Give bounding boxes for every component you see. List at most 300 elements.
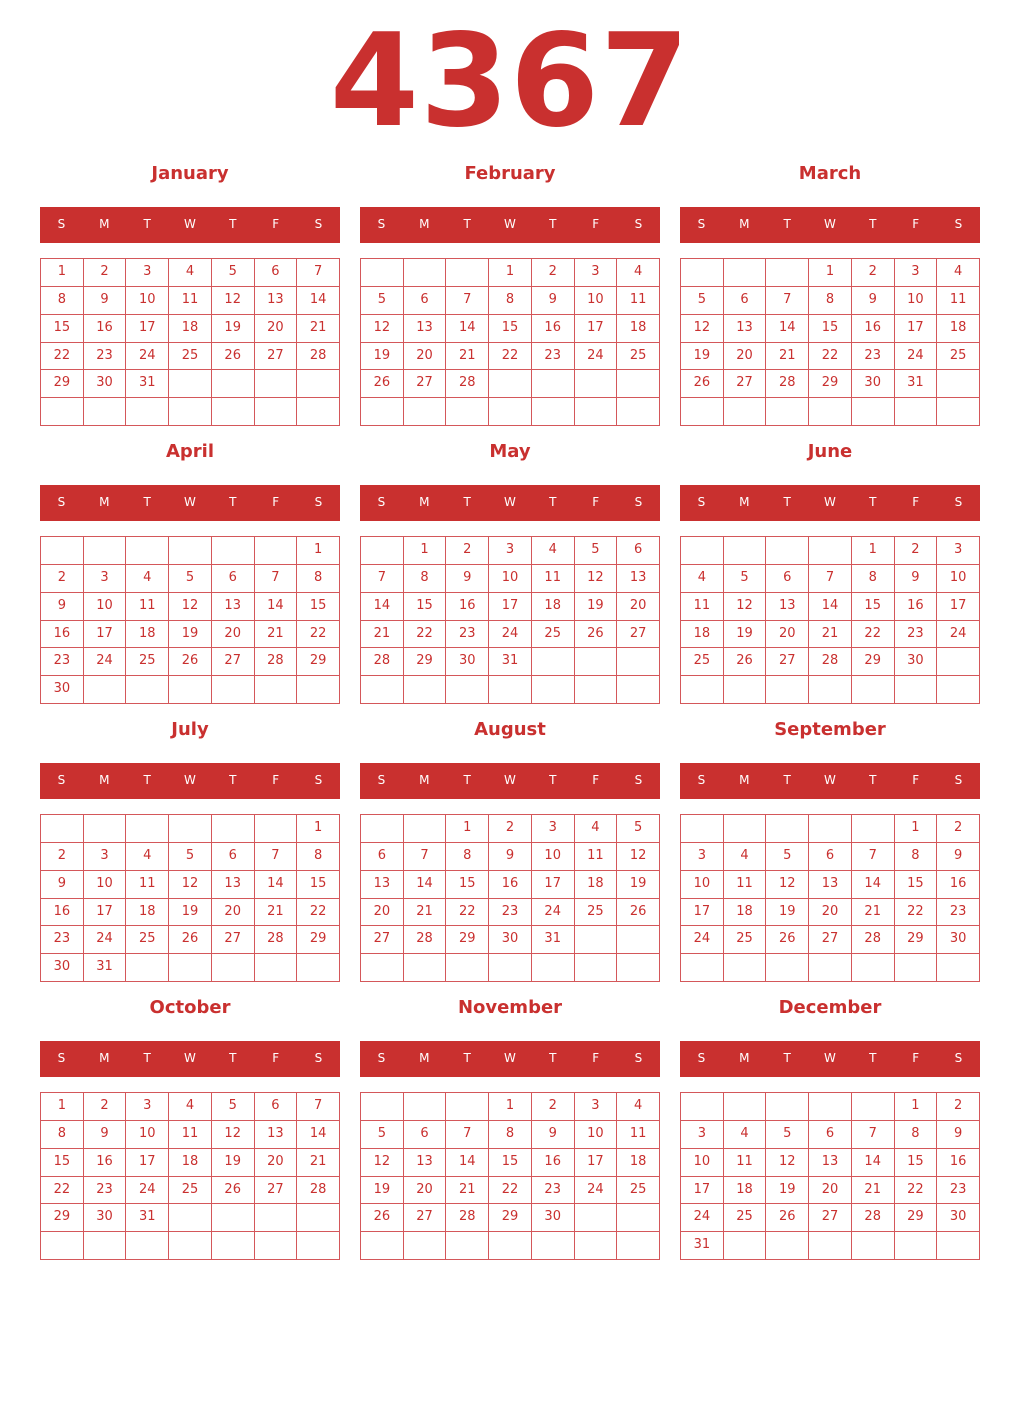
day-cell[interactable]: 5 — [212, 259, 255, 287]
day-cell[interactable]: 24 — [575, 1177, 618, 1205]
day-cell[interactable]: 13 — [809, 1149, 852, 1177]
day-cell[interactable]: 4 — [532, 537, 575, 565]
day-cell[interactable]: 17 — [937, 593, 980, 621]
day-cell[interactable]: 4 — [724, 843, 767, 871]
day-cell[interactable]: 28 — [852, 926, 895, 954]
day-cell[interactable]: 21 — [852, 899, 895, 927]
day-cell[interactable]: 15 — [41, 1149, 84, 1177]
day-cell[interactable]: 27 — [809, 1204, 852, 1232]
day-cell[interactable]: 17 — [532, 871, 575, 899]
day-cell[interactable]: 6 — [255, 1093, 298, 1121]
day-cell[interactable]: 20 — [212, 621, 255, 649]
day-cell[interactable]: 11 — [126, 593, 169, 621]
day-cell[interactable]: 11 — [724, 1149, 767, 1177]
day-cell[interactable]: 28 — [361, 648, 404, 676]
day-cell[interactable]: 21 — [297, 1149, 340, 1177]
day-cell[interactable]: 5 — [575, 537, 618, 565]
day-cell[interactable]: 17 — [575, 1149, 618, 1177]
day-cell[interactable]: 10 — [532, 843, 575, 871]
day-cell[interactable]: 18 — [126, 899, 169, 927]
day-cell[interactable]: 13 — [255, 287, 298, 315]
day-cell[interactable]: 16 — [84, 1149, 127, 1177]
day-cell[interactable]: 12 — [617, 843, 660, 871]
day-cell[interactable]: 21 — [446, 343, 489, 371]
day-cell[interactable]: 30 — [937, 1204, 980, 1232]
day-cell[interactable]: 24 — [532, 899, 575, 927]
day-cell[interactable]: 19 — [766, 899, 809, 927]
day-cell[interactable]: 26 — [212, 343, 255, 371]
day-cell[interactable]: 30 — [41, 676, 84, 704]
day-cell[interactable]: 1 — [297, 815, 340, 843]
day-cell[interactable]: 16 — [852, 315, 895, 343]
day-cell[interactable]: 13 — [766, 593, 809, 621]
day-cell[interactable]: 21 — [297, 315, 340, 343]
day-cell[interactable]: 13 — [212, 871, 255, 899]
day-cell[interactable]: 9 — [489, 843, 532, 871]
day-cell[interactable]: 18 — [937, 315, 980, 343]
day-cell[interactable]: 1 — [41, 259, 84, 287]
day-cell[interactable]: 3 — [489, 537, 532, 565]
day-cell[interactable]: 7 — [361, 565, 404, 593]
day-cell[interactable]: 6 — [361, 843, 404, 871]
day-cell[interactable]: 16 — [41, 621, 84, 649]
day-cell[interactable]: 11 — [617, 1121, 660, 1149]
day-cell[interactable]: 18 — [724, 899, 767, 927]
day-cell[interactable]: 8 — [852, 565, 895, 593]
day-cell[interactable]: 20 — [617, 593, 660, 621]
day-cell[interactable]: 5 — [169, 565, 212, 593]
day-cell[interactable]: 4 — [169, 259, 212, 287]
day-cell[interactable]: 9 — [937, 843, 980, 871]
day-cell[interactable]: 12 — [575, 565, 618, 593]
day-cell[interactable]: 19 — [212, 315, 255, 343]
day-cell[interactable]: 27 — [404, 370, 447, 398]
day-cell[interactable]: 24 — [126, 1177, 169, 1205]
day-cell[interactable]: 25 — [169, 1177, 212, 1205]
day-cell[interactable]: 3 — [575, 1093, 618, 1121]
day-cell[interactable]: 4 — [575, 815, 618, 843]
day-cell[interactable]: 17 — [489, 593, 532, 621]
day-cell[interactable]: 29 — [41, 1204, 84, 1232]
day-cell[interactable]: 29 — [809, 370, 852, 398]
day-cell[interactable]: 26 — [169, 648, 212, 676]
day-cell[interactable]: 23 — [895, 621, 938, 649]
day-cell[interactable]: 11 — [575, 843, 618, 871]
day-cell[interactable]: 12 — [361, 315, 404, 343]
day-cell[interactable]: 3 — [532, 815, 575, 843]
day-cell[interactable]: 7 — [446, 1121, 489, 1149]
day-cell[interactable]: 13 — [809, 871, 852, 899]
day-cell[interactable]: 8 — [297, 843, 340, 871]
day-cell[interactable]: 21 — [446, 1177, 489, 1205]
day-cell[interactable]: 15 — [297, 871, 340, 899]
day-cell[interactable]: 11 — [617, 287, 660, 315]
day-cell[interactable]: 21 — [255, 621, 298, 649]
day-cell[interactable]: 3 — [681, 843, 724, 871]
day-cell[interactable]: 24 — [681, 926, 724, 954]
day-cell[interactable]: 24 — [895, 343, 938, 371]
day-cell[interactable]: 10 — [126, 1121, 169, 1149]
day-cell[interactable]: 29 — [297, 926, 340, 954]
day-cell[interactable]: 30 — [532, 1204, 575, 1232]
day-cell[interactable]: 31 — [489, 648, 532, 676]
day-cell[interactable]: 31 — [532, 926, 575, 954]
day-cell[interactable]: 20 — [766, 621, 809, 649]
day-cell[interactable]: 28 — [297, 343, 340, 371]
day-cell[interactable]: 15 — [895, 1149, 938, 1177]
day-cell[interactable]: 13 — [404, 1149, 447, 1177]
day-cell[interactable]: 2 — [41, 565, 84, 593]
day-cell[interactable]: 16 — [895, 593, 938, 621]
day-cell[interactable]: 26 — [361, 370, 404, 398]
day-cell[interactable]: 30 — [937, 926, 980, 954]
day-cell[interactable]: 11 — [681, 593, 724, 621]
day-cell[interactable]: 5 — [169, 843, 212, 871]
day-cell[interactable]: 22 — [446, 899, 489, 927]
day-cell[interactable]: 26 — [575, 621, 618, 649]
day-cell[interactable]: 19 — [361, 343, 404, 371]
day-cell[interactable]: 25 — [724, 1204, 767, 1232]
day-cell[interactable]: 21 — [404, 899, 447, 927]
day-cell[interactable]: 26 — [617, 899, 660, 927]
day-cell[interactable]: 4 — [681, 565, 724, 593]
day-cell[interactable]: 26 — [169, 926, 212, 954]
day-cell[interactable]: 9 — [532, 287, 575, 315]
day-cell[interactable]: 5 — [766, 1121, 809, 1149]
day-cell[interactable]: 18 — [126, 621, 169, 649]
day-cell[interactable]: 20 — [724, 343, 767, 371]
day-cell[interactable]: 1 — [297, 537, 340, 565]
day-cell[interactable]: 14 — [297, 1121, 340, 1149]
day-cell[interactable]: 21 — [361, 621, 404, 649]
day-cell[interactable]: 24 — [575, 343, 618, 371]
day-cell[interactable]: 31 — [681, 1232, 724, 1260]
day-cell[interactable]: 18 — [169, 315, 212, 343]
day-cell[interactable]: 7 — [809, 565, 852, 593]
day-cell[interactable]: 24 — [937, 621, 980, 649]
day-cell[interactable]: 27 — [617, 621, 660, 649]
day-cell[interactable]: 17 — [895, 315, 938, 343]
day-cell[interactable]: 16 — [937, 871, 980, 899]
day-cell[interactable]: 22 — [41, 1177, 84, 1205]
day-cell[interactable]: 15 — [489, 1149, 532, 1177]
day-cell[interactable]: 2 — [937, 1093, 980, 1121]
day-cell[interactable]: 13 — [361, 871, 404, 899]
day-cell[interactable]: 21 — [766, 343, 809, 371]
day-cell[interactable]: 4 — [126, 843, 169, 871]
day-cell[interactable]: 5 — [681, 287, 724, 315]
day-cell[interactable]: 10 — [575, 1121, 618, 1149]
day-cell[interactable]: 7 — [255, 843, 298, 871]
day-cell[interactable]: 6 — [617, 537, 660, 565]
day-cell[interactable]: 18 — [617, 315, 660, 343]
day-cell[interactable]: 22 — [489, 1177, 532, 1205]
day-cell[interactable]: 20 — [404, 1177, 447, 1205]
day-cell[interactable]: 22 — [297, 899, 340, 927]
day-cell[interactable]: 16 — [532, 315, 575, 343]
day-cell[interactable]: 14 — [446, 1149, 489, 1177]
day-cell[interactable]: 18 — [532, 593, 575, 621]
day-cell[interactable]: 8 — [404, 565, 447, 593]
day-cell[interactable]: 6 — [255, 259, 298, 287]
day-cell[interactable]: 23 — [532, 343, 575, 371]
day-cell[interactable]: 30 — [446, 648, 489, 676]
day-cell[interactable]: 15 — [809, 315, 852, 343]
day-cell[interactable]: 26 — [361, 1204, 404, 1232]
day-cell[interactable]: 23 — [489, 899, 532, 927]
day-cell[interactable]: 1 — [489, 1093, 532, 1121]
day-cell[interactable]: 7 — [404, 843, 447, 871]
day-cell[interactable]: 16 — [532, 1149, 575, 1177]
day-cell[interactable]: 13 — [255, 1121, 298, 1149]
day-cell[interactable]: 10 — [489, 565, 532, 593]
day-cell[interactable]: 15 — [404, 593, 447, 621]
day-cell[interactable]: 6 — [766, 565, 809, 593]
day-cell[interactable]: 20 — [404, 343, 447, 371]
day-cell[interactable]: 12 — [212, 1121, 255, 1149]
day-cell[interactable]: 28 — [766, 370, 809, 398]
day-cell[interactable]: 6 — [404, 1121, 447, 1149]
day-cell[interactable]: 27 — [212, 648, 255, 676]
day-cell[interactable]: 1 — [895, 815, 938, 843]
day-cell[interactable]: 24 — [489, 621, 532, 649]
day-cell[interactable]: 1 — [41, 1093, 84, 1121]
day-cell[interactable]: 30 — [41, 954, 84, 982]
day-cell[interactable]: 28 — [297, 1177, 340, 1205]
day-cell[interactable]: 21 — [255, 899, 298, 927]
day-cell[interactable]: 12 — [724, 593, 767, 621]
day-cell[interactable]: 30 — [852, 370, 895, 398]
day-cell[interactable]: 30 — [895, 648, 938, 676]
day-cell[interactable]: 28 — [446, 370, 489, 398]
day-cell[interactable]: 3 — [126, 259, 169, 287]
day-cell[interactable]: 6 — [404, 287, 447, 315]
day-cell[interactable]: 2 — [895, 537, 938, 565]
day-cell[interactable]: 23 — [446, 621, 489, 649]
day-cell[interactable]: 27 — [766, 648, 809, 676]
day-cell[interactable]: 4 — [937, 259, 980, 287]
day-cell[interactable]: 29 — [895, 926, 938, 954]
day-cell[interactable]: 11 — [724, 871, 767, 899]
day-cell[interactable]: 3 — [681, 1121, 724, 1149]
day-cell[interactable]: 5 — [361, 287, 404, 315]
day-cell[interactable]: 10 — [937, 565, 980, 593]
day-cell[interactable]: 27 — [212, 926, 255, 954]
day-cell[interactable]: 1 — [446, 815, 489, 843]
day-cell[interactable]: 8 — [809, 287, 852, 315]
day-cell[interactable]: 23 — [937, 899, 980, 927]
day-cell[interactable]: 26 — [766, 1204, 809, 1232]
day-cell[interactable]: 8 — [41, 1121, 84, 1149]
day-cell[interactable]: 12 — [681, 315, 724, 343]
day-cell[interactable]: 19 — [681, 343, 724, 371]
day-cell[interactable]: 5 — [617, 815, 660, 843]
day-cell[interactable]: 10 — [84, 871, 127, 899]
day-cell[interactable]: 16 — [41, 899, 84, 927]
day-cell[interactable]: 12 — [169, 593, 212, 621]
day-cell[interactable]: 30 — [84, 1204, 127, 1232]
day-cell[interactable]: 13 — [617, 565, 660, 593]
day-cell[interactable]: 1 — [489, 259, 532, 287]
day-cell[interactable]: 17 — [126, 1149, 169, 1177]
day-cell[interactable]: 22 — [297, 621, 340, 649]
day-cell[interactable]: 9 — [532, 1121, 575, 1149]
day-cell[interactable]: 18 — [575, 871, 618, 899]
day-cell[interactable]: 3 — [937, 537, 980, 565]
day-cell[interactable]: 8 — [41, 287, 84, 315]
day-cell[interactable]: 20 — [212, 899, 255, 927]
day-cell[interactable]: 17 — [84, 621, 127, 649]
day-cell[interactable]: 5 — [212, 1093, 255, 1121]
day-cell[interactable]: 23 — [852, 343, 895, 371]
day-cell[interactable]: 10 — [895, 287, 938, 315]
day-cell[interactable]: 26 — [724, 648, 767, 676]
day-cell[interactable]: 1 — [895, 1093, 938, 1121]
day-cell[interactable]: 28 — [404, 926, 447, 954]
day-cell[interactable]: 17 — [681, 1177, 724, 1205]
day-cell[interactable]: 16 — [489, 871, 532, 899]
day-cell[interactable]: 12 — [766, 1149, 809, 1177]
day-cell[interactable]: 23 — [84, 1177, 127, 1205]
day-cell[interactable]: 24 — [126, 343, 169, 371]
day-cell[interactable]: 25 — [617, 1177, 660, 1205]
day-cell[interactable]: 24 — [84, 926, 127, 954]
day-cell[interactable]: 8 — [895, 843, 938, 871]
day-cell[interactable]: 22 — [809, 343, 852, 371]
day-cell[interactable]: 12 — [361, 1149, 404, 1177]
day-cell[interactable]: 25 — [724, 926, 767, 954]
day-cell[interactable]: 10 — [681, 1149, 724, 1177]
day-cell[interactable]: 22 — [41, 343, 84, 371]
day-cell[interactable]: 2 — [489, 815, 532, 843]
day-cell[interactable]: 20 — [255, 1149, 298, 1177]
day-cell[interactable]: 14 — [852, 1149, 895, 1177]
day-cell[interactable]: 27 — [404, 1204, 447, 1232]
day-cell[interactable]: 11 — [937, 287, 980, 315]
day-cell[interactable]: 27 — [361, 926, 404, 954]
day-cell[interactable]: 22 — [404, 621, 447, 649]
day-cell[interactable]: 25 — [126, 926, 169, 954]
day-cell[interactable]: 14 — [255, 871, 298, 899]
day-cell[interactable]: 15 — [41, 315, 84, 343]
day-cell[interactable]: 13 — [724, 315, 767, 343]
day-cell[interactable]: 4 — [126, 565, 169, 593]
day-cell[interactable]: 6 — [212, 843, 255, 871]
day-cell[interactable]: 29 — [41, 370, 84, 398]
day-cell[interactable]: 25 — [937, 343, 980, 371]
day-cell[interactable]: 24 — [84, 648, 127, 676]
day-cell[interactable]: 23 — [937, 1177, 980, 1205]
day-cell[interactable]: 28 — [852, 1204, 895, 1232]
day-cell[interactable]: 29 — [446, 926, 489, 954]
day-cell[interactable]: 3 — [126, 1093, 169, 1121]
day-cell[interactable]: 9 — [937, 1121, 980, 1149]
day-cell[interactable]: 2 — [852, 259, 895, 287]
day-cell[interactable]: 22 — [895, 1177, 938, 1205]
day-cell[interactable]: 21 — [809, 621, 852, 649]
day-cell[interactable]: 19 — [169, 621, 212, 649]
day-cell[interactable]: 6 — [212, 565, 255, 593]
day-cell[interactable]: 27 — [255, 343, 298, 371]
day-cell[interactable]: 23 — [41, 648, 84, 676]
day-cell[interactable]: 29 — [895, 1204, 938, 1232]
day-cell[interactable]: 28 — [255, 648, 298, 676]
day-cell[interactable]: 28 — [255, 926, 298, 954]
day-cell[interactable]: 9 — [84, 287, 127, 315]
day-cell[interactable]: 7 — [766, 287, 809, 315]
day-cell[interactable]: 10 — [575, 287, 618, 315]
day-cell[interactable]: 4 — [724, 1121, 767, 1149]
day-cell[interactable]: 31 — [126, 1204, 169, 1232]
day-cell[interactable]: 30 — [489, 926, 532, 954]
day-cell[interactable]: 6 — [809, 1121, 852, 1149]
day-cell[interactable]: 12 — [169, 871, 212, 899]
day-cell[interactable]: 25 — [681, 648, 724, 676]
day-cell[interactable]: 19 — [361, 1177, 404, 1205]
day-cell[interactable]: 16 — [446, 593, 489, 621]
day-cell[interactable]: 9 — [446, 565, 489, 593]
day-cell[interactable]: 3 — [84, 843, 127, 871]
day-cell[interactable]: 7 — [852, 843, 895, 871]
day-cell[interactable]: 26 — [681, 370, 724, 398]
day-cell[interactable]: 7 — [255, 565, 298, 593]
day-cell[interactable]: 21 — [852, 1177, 895, 1205]
day-cell[interactable]: 19 — [724, 621, 767, 649]
day-cell[interactable]: 14 — [361, 593, 404, 621]
day-cell[interactable]: 2 — [84, 1093, 127, 1121]
day-cell[interactable]: 29 — [852, 648, 895, 676]
day-cell[interactable]: 11 — [169, 1121, 212, 1149]
day-cell[interactable]: 23 — [41, 926, 84, 954]
day-cell[interactable]: 25 — [575, 899, 618, 927]
day-cell[interactable]: 14 — [297, 287, 340, 315]
day-cell[interactable]: 20 — [809, 1177, 852, 1205]
day-cell[interactable]: 26 — [766, 926, 809, 954]
day-cell[interactable]: 15 — [895, 871, 938, 899]
day-cell[interactable]: 14 — [255, 593, 298, 621]
day-cell[interactable]: 1 — [404, 537, 447, 565]
day-cell[interactable]: 18 — [169, 1149, 212, 1177]
day-cell[interactable]: 2 — [41, 843, 84, 871]
day-cell[interactable]: 13 — [212, 593, 255, 621]
day-cell[interactable]: 2 — [532, 1093, 575, 1121]
day-cell[interactable]: 14 — [809, 593, 852, 621]
day-cell[interactable]: 8 — [489, 287, 532, 315]
day-cell[interactable]: 14 — [404, 871, 447, 899]
day-cell[interactable]: 12 — [212, 287, 255, 315]
day-cell[interactable]: 20 — [255, 315, 298, 343]
day-cell[interactable]: 11 — [126, 871, 169, 899]
day-cell[interactable]: 28 — [809, 648, 852, 676]
day-cell[interactable]: 11 — [532, 565, 575, 593]
day-cell[interactable]: 5 — [724, 565, 767, 593]
day-cell[interactable]: 20 — [361, 899, 404, 927]
day-cell[interactable]: 18 — [724, 1177, 767, 1205]
day-cell[interactable]: 7 — [297, 259, 340, 287]
day-cell[interactable]: 14 — [852, 871, 895, 899]
day-cell[interactable]: 8 — [895, 1121, 938, 1149]
day-cell[interactable]: 14 — [446, 315, 489, 343]
day-cell[interactable]: 15 — [489, 315, 532, 343]
day-cell[interactable]: 15 — [852, 593, 895, 621]
day-cell[interactable]: 16 — [937, 1149, 980, 1177]
day-cell[interactable]: 3 — [895, 259, 938, 287]
day-cell[interactable]: 7 — [297, 1093, 340, 1121]
day-cell[interactable]: 9 — [895, 565, 938, 593]
day-cell[interactable]: 6 — [809, 843, 852, 871]
day-cell[interactable]: 19 — [617, 871, 660, 899]
day-cell[interactable]: 6 — [724, 287, 767, 315]
